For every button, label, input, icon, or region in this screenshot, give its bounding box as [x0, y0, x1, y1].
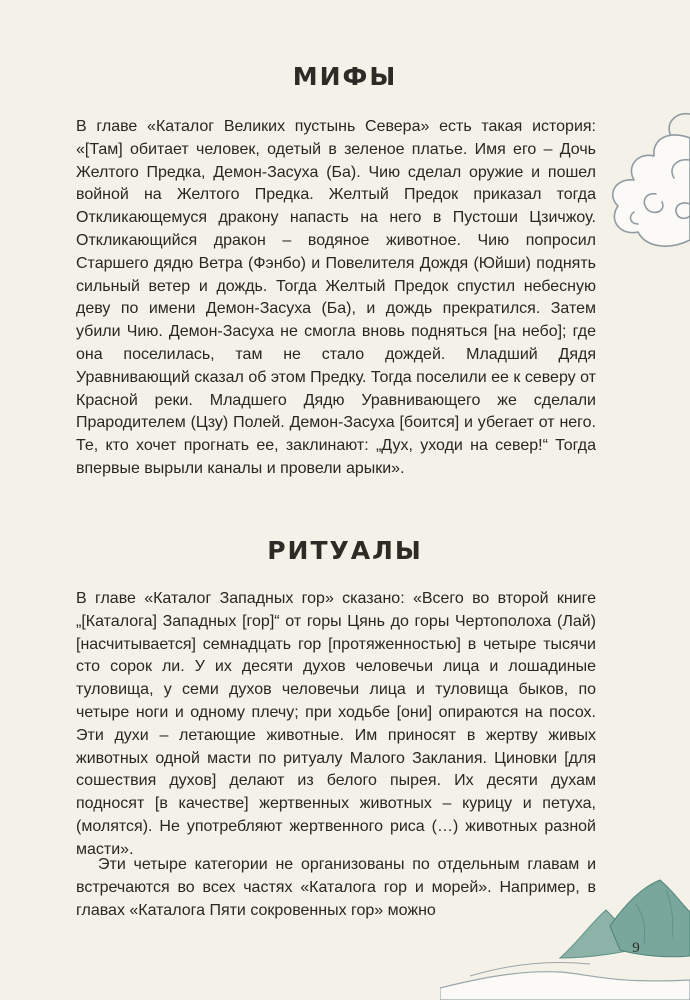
section-title-rituals: РИТУАЛЫ [267, 536, 423, 565]
myths-paragraph: В главе «Каталог Великих пустынь Севера» есть такая история: «[Там] обитает человек, одетый в зеленое платье. Имя его – Дочь Желтого Предка, Демон-Засуха (Ба). Чию сделал оружие и пошел войной на Желтого Предка. Желтый Предок приказал тогда Откликающемуся дракону напасть на него в Пустоши Цзичжоу. Откликающийся дракон – водяное животное. Чию попросил Старшего дядю Ветра (Фэнбо) и Повелителя Дождя (Юйши) поднять сильный ветер и дождь. Тогда Желтый Предок спустил небесную деву по имени Демон-Засуха (Ба), и дождь прекратился. Затем убили Чию. Демон-Засуха не смогла вновь подняться [на небо]; где она поселилась, там не стало дождей. Младший Дядя Уравнивающий сказал об этом Предку. Тогда поселили ее к северу от Красной реки. Младшего Дядю Уравнивающего же сделали Прародителем (Цзу) Полей. Демон-Засуха [боится] и убегает от него. Те, кто хочет прогнать ее, заклинают: „Дух, уходи на север!“ Тогда впервые вырыли каналы и провели арыки». [76, 118, 596, 477]
rituals-paragraph-1: В главе «Каталог Западных гор» сказано: «Всего во второй книге „[Каталога] Западных [гор]“ от горы Цянь до горы Чертополоха (Лай) [насчитывается] семнадцать гор [протяженностью] в четыре тысячи сто сорок ли. У их десяти духов человечьи лица и лошадиные туловища, у семи духов человечьи лица и туловища быков, по четыре ноги и одному плечу; при ходьбе [они] опираются на посох. Эти духи – летающие животные. Им приносят в жертву живых животных одной масти по ритуалу Малого Заклания. Циновки [для сошествия духов] делают из белого пырея. Их десяти духам подносят [в качестве] жертвенных животных – курицу и петуха, (молятся). Не употребляют жертвенного риса (…) животных разной масти». [76, 590, 596, 858]
page-number: 9 [632, 940, 640, 956]
rituals-paragraph-2: Эти четыре категории не организованы по отдельным главам и встречаются во всех частях «Каталога гор и морей». Например, в главах «Каталога Пяти сокровенных гор» можно [76, 856, 596, 919]
cloud-decoration [600, 108, 690, 268]
section-title-myths: МИФЫ [292, 62, 398, 91]
